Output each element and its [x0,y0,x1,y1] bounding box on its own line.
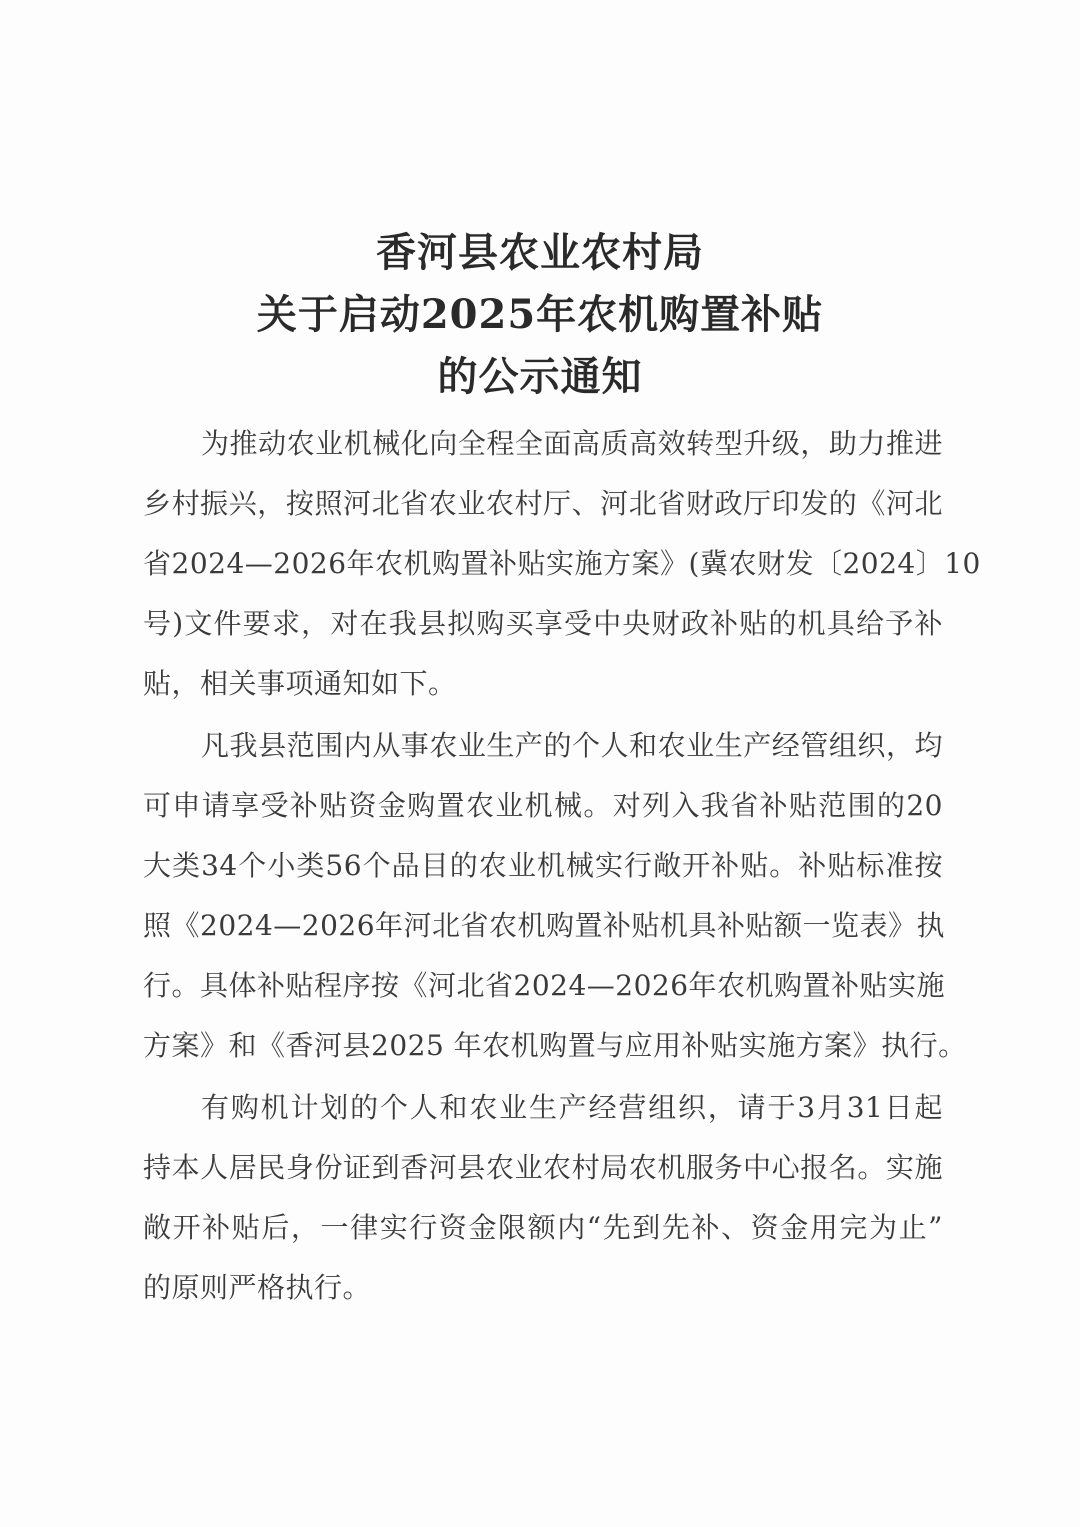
paragraph-line: 乡村振兴，按照河北省农业农村厅、河北省财政厅印发的《河北 [143,487,943,520]
document-title [0,222,1080,408]
paragraph-line: 持本人居民身份证到香河县农业农村局农机服务中心报名。实施 [143,1151,943,1184]
document-body [143,414,981,1320]
paragraph-line: 可申请享受补贴资金购置农业机械。对列入我省补贴范围的20 [143,789,943,822]
paragraph-line: 凡我县范围内从事农业生产的个人和农业生产经管组织，均 [201,729,943,762]
paragraph-line: 的原则严格执行。 [143,1271,372,1304]
paragraph-line: 大类34个小类56个品目的农业机械实行敞开补贴。补贴标准按 [143,849,943,882]
paragraph-line: 照《2024—2026年河北省农机购置补贴机具补贴额一览表》执 [143,909,946,942]
paragraph-line: 贴，相关事项通知如下。 [143,667,457,700]
paragraph-line: 有购机计划的个人和农业生产经营组织，请于3月31日起 [201,1091,943,1124]
paragraph-line: 行。具体补贴程序按《河北省2024—2026年农机购置补贴实施 [143,969,946,1002]
paragraph-2 [143,716,967,1076]
title-line-3: 的公示通知 [437,353,643,400]
paragraph-line: 方案》和《香河县2025 年农机购置与应用补贴实施方案》执行。 [143,1029,967,1062]
paragraph-line: 敞开补贴后，一律实行资金限额内“先到先补、资金用完为止” [143,1211,943,1244]
paragraph-line: 省2024—2026年农机购置补贴实施方案》(冀农财发〔2024〕10 [143,547,981,580]
paragraph-line: 为推动农业机械化向全程全面高质高效转型升级，助力推进 [201,427,943,460]
title-line-2: 关于启动2025年农机购置补贴 [256,291,824,338]
paragraph-line: 号)文件要求，对在我县拟购买享受中央财政补贴的机具给予补 [143,607,943,640]
paragraph-1 [143,414,981,714]
paragraph-3 [143,1078,943,1318]
title-line-1: 香河县农业农村局 [376,229,704,276]
